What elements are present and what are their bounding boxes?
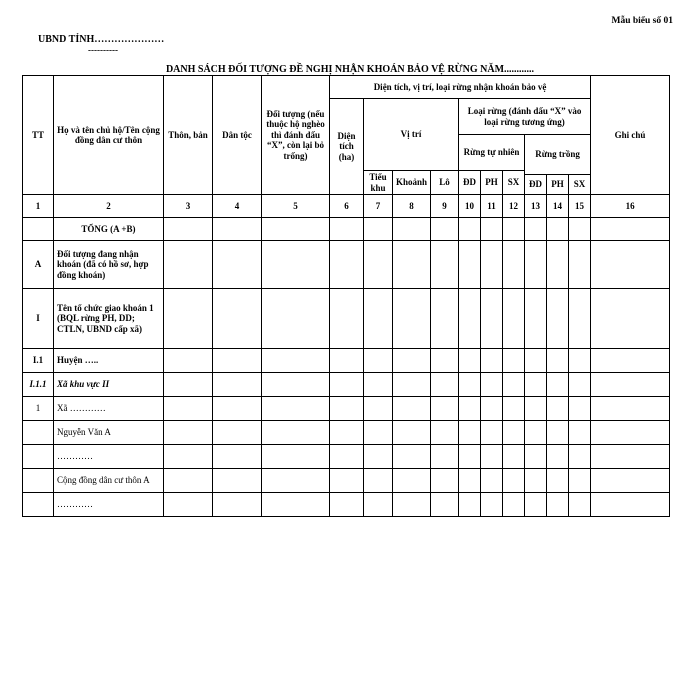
row-cell (591, 397, 670, 421)
row-cell (262, 373, 330, 397)
row-cell (164, 493, 213, 517)
header-planted-dd: ĐD (525, 175, 547, 195)
row-cell (547, 218, 569, 241)
table-row (23, 218, 670, 241)
row-tt (23, 218, 54, 241)
row-name: TỔNG (A +B) (54, 218, 164, 241)
row-cell (213, 289, 262, 349)
row-cell (503, 241, 525, 289)
table-row (23, 421, 670, 445)
row-cell (481, 218, 503, 241)
header-natural-forest: Rừng tự nhiên (459, 135, 525, 171)
row-tt (23, 421, 54, 445)
row-cell (569, 397, 591, 421)
row-cell (364, 421, 393, 445)
row-cell (164, 218, 213, 241)
row-tt: 1 (23, 397, 54, 421)
header-natural-dd: ĐD (459, 171, 481, 195)
row-cell (569, 421, 591, 445)
header-location: Vị trí (364, 99, 459, 171)
row-cell (164, 421, 213, 445)
row-cell (525, 493, 547, 517)
row-cell (569, 373, 591, 397)
row-cell (262, 218, 330, 241)
row-cell (547, 349, 569, 373)
header-lot: Lô (431, 171, 459, 195)
table-row (23, 445, 670, 469)
row-cell (393, 349, 431, 373)
row-cell (330, 241, 364, 289)
row-cell (569, 289, 591, 349)
row-name: Xã ………… (54, 397, 164, 421)
row-cell (431, 469, 459, 493)
row-cell (164, 241, 213, 289)
row-cell (393, 397, 431, 421)
row-cell (431, 373, 459, 397)
row-name: Huyện ….. (54, 349, 164, 373)
row-cell (393, 373, 431, 397)
row-cell (330, 349, 364, 373)
header-compartment: Khoảnh (393, 171, 431, 195)
row-cell (525, 373, 547, 397)
header-forest-type: Loại rừng (đánh dấu “X” vào loại rừng tương ứng) (459, 99, 591, 135)
column-number: 14 (547, 195, 569, 218)
column-number: 1 (23, 195, 54, 218)
row-cell (431, 218, 459, 241)
column-number: 12 (503, 195, 525, 218)
row-cell (525, 241, 547, 289)
row-cell (431, 241, 459, 289)
table-row (23, 493, 670, 517)
row-cell (459, 397, 481, 421)
row-cell (459, 493, 481, 517)
table-row (23, 241, 670, 289)
row-cell (547, 493, 569, 517)
row-cell (393, 421, 431, 445)
row-cell (164, 445, 213, 469)
row-cell (431, 421, 459, 445)
row-cell (164, 397, 213, 421)
row-cell (503, 469, 525, 493)
table-row (23, 469, 670, 493)
row-cell (591, 493, 670, 517)
row-cell (364, 349, 393, 373)
row-name: Cộng đồng dân cư thôn A (54, 469, 164, 493)
row-cell (525, 289, 547, 349)
row-cell (481, 445, 503, 469)
row-cell (591, 289, 670, 349)
row-cell (459, 421, 481, 445)
row-cell (547, 469, 569, 493)
column-number: 9 (431, 195, 459, 218)
beneficiary-table (22, 75, 670, 517)
table-row (23, 289, 670, 349)
row-cell (164, 289, 213, 349)
row-tt: I (23, 289, 54, 349)
row-cell (481, 421, 503, 445)
row-cell (503, 349, 525, 373)
row-cell (481, 289, 503, 349)
row-cell (364, 218, 393, 241)
row-cell (262, 397, 330, 421)
row-tt (23, 445, 54, 469)
document-title: DANH SÁCH ĐỐI TƯỢNG ĐỀ NGHỊ NHẬN KHOÁN BẢO VỆ RỪNG NĂM............ (165, 64, 535, 75)
row-cell (503, 421, 525, 445)
row-cell (503, 373, 525, 397)
row-cell (364, 493, 393, 517)
header-natural-sx: SX (503, 171, 525, 195)
table-row (23, 397, 670, 421)
row-cell (262, 349, 330, 373)
row-cell (503, 493, 525, 517)
row-cell (393, 493, 431, 517)
row-cell (569, 218, 591, 241)
agency-name: UBND TỈNH………………… (38, 34, 165, 45)
column-number: 6 (330, 195, 364, 218)
row-cell (547, 397, 569, 421)
row-cell (569, 445, 591, 469)
header-planted-forest: Rừng trồng (525, 135, 591, 175)
agency-underline: ---------- (88, 45, 118, 55)
row-cell (213, 397, 262, 421)
row-cell (364, 445, 393, 469)
row-cell (569, 241, 591, 289)
row-cell (503, 218, 525, 241)
row-cell (525, 218, 547, 241)
row-cell (330, 373, 364, 397)
row-cell (364, 373, 393, 397)
row-cell (459, 241, 481, 289)
row-name: Nguyễn Văn A (54, 421, 164, 445)
row-tt (23, 493, 54, 517)
row-cell (591, 373, 670, 397)
column-number: 4 (213, 195, 262, 218)
row-cell (393, 289, 431, 349)
row-cell (393, 445, 431, 469)
row-cell (330, 445, 364, 469)
row-cell (431, 289, 459, 349)
row-cell (330, 421, 364, 445)
row-cell (213, 373, 262, 397)
row-tt (23, 469, 54, 493)
header-area: Diện tích (ha) (330, 99, 364, 195)
header-target: Đối tượng (nếu thuộc hộ nghèo thì đánh dấu “X”, còn lại bỏ trống) (262, 76, 330, 195)
row-cell (481, 241, 503, 289)
column-number: 8 (393, 195, 431, 218)
row-cell (525, 445, 547, 469)
row-cell (364, 289, 393, 349)
row-cell (431, 493, 459, 517)
header-area-location-type: Diện tích, vị trí, loại rừng nhận khoán bảo vệ (330, 76, 591, 99)
row-cell (393, 241, 431, 289)
row-tt: I.1.1 (23, 373, 54, 397)
row-cell (525, 397, 547, 421)
row-cell (330, 493, 364, 517)
row-tt: A (23, 241, 54, 289)
row-cell (262, 493, 330, 517)
column-number: 16 (591, 195, 670, 218)
row-cell (364, 397, 393, 421)
form-number: Mẫu biểu số 01 (611, 16, 673, 26)
row-cell (591, 445, 670, 469)
row-cell (481, 373, 503, 397)
row-cell (213, 241, 262, 289)
row-cell (330, 469, 364, 493)
row-cell (393, 469, 431, 493)
header-planted-ph: PH (547, 175, 569, 195)
table-row (23, 373, 670, 397)
row-cell (213, 493, 262, 517)
row-cell (503, 289, 525, 349)
row-cell (503, 397, 525, 421)
column-number: 2 (54, 195, 164, 218)
row-cell (481, 397, 503, 421)
table-row (23, 349, 670, 373)
header-natural-ph: PH (481, 171, 503, 195)
column-number: 7 (364, 195, 393, 218)
row-cell (262, 289, 330, 349)
row-cell (569, 349, 591, 373)
row-cell (547, 445, 569, 469)
header-name: Họ và tên chủ hộ/Tên cộng đồng dân cư thôn (54, 76, 164, 195)
row-cell (262, 421, 330, 445)
header-village: Thôn, bản (164, 76, 213, 195)
row-tt: I.1 (23, 349, 54, 373)
row-cell (459, 445, 481, 469)
column-number: 10 (459, 195, 481, 218)
column-number: 3 (164, 195, 213, 218)
header-tt: TT (23, 76, 54, 195)
row-cell (213, 349, 262, 373)
row-cell (459, 373, 481, 397)
row-cell (262, 469, 330, 493)
row-cell (431, 349, 459, 373)
row-cell (591, 241, 670, 289)
row-cell (503, 445, 525, 469)
row-cell (459, 469, 481, 493)
row-name: Xã khu vực II (54, 373, 164, 397)
header-subzone: Tiểu khu (364, 171, 393, 195)
row-cell (569, 469, 591, 493)
row-cell (262, 241, 330, 289)
row-cell (364, 241, 393, 289)
row-name: Tên tổ chức giao khoán 1 (BQL rừng PH, DD; CTLN, UBND cấp xã) (54, 289, 164, 349)
header-planted-sx: SX (569, 175, 591, 195)
header-note: Ghi chú (591, 76, 670, 195)
header-ethnic: Dân tộc (213, 76, 262, 195)
row-cell (525, 469, 547, 493)
row-cell (330, 218, 364, 241)
row-cell (431, 445, 459, 469)
row-cell (547, 289, 569, 349)
row-cell (213, 421, 262, 445)
row-cell (591, 218, 670, 241)
row-cell (213, 218, 262, 241)
row-cell (364, 469, 393, 493)
row-cell (330, 289, 364, 349)
row-cell (213, 445, 262, 469)
row-cell (547, 241, 569, 289)
row-cell (525, 349, 547, 373)
column-number: 5 (262, 195, 330, 218)
row-cell (547, 373, 569, 397)
column-number: 11 (481, 195, 503, 218)
row-cell (459, 218, 481, 241)
row-name: Đối tượng đang nhận khoán (đã có hồ sơ, hợp đồng khoán) (54, 241, 164, 289)
row-cell (459, 349, 481, 373)
row-cell (459, 289, 481, 349)
column-number: 13 (525, 195, 547, 218)
column-number-row (23, 195, 670, 218)
row-cell (569, 493, 591, 517)
column-number: 15 (569, 195, 591, 218)
row-cell (481, 493, 503, 517)
row-cell (330, 397, 364, 421)
row-cell (262, 445, 330, 469)
row-cell (393, 218, 431, 241)
row-name: ………… (54, 493, 164, 517)
row-cell (431, 397, 459, 421)
row-cell (481, 349, 503, 373)
row-cell (591, 349, 670, 373)
row-cell (213, 469, 262, 493)
row-cell (164, 349, 213, 373)
row-cell (164, 373, 213, 397)
row-cell (591, 469, 670, 493)
row-cell (164, 469, 213, 493)
row-name: ………… (54, 445, 164, 469)
row-cell (591, 421, 670, 445)
row-cell (547, 421, 569, 445)
row-cell (481, 469, 503, 493)
row-cell (525, 421, 547, 445)
